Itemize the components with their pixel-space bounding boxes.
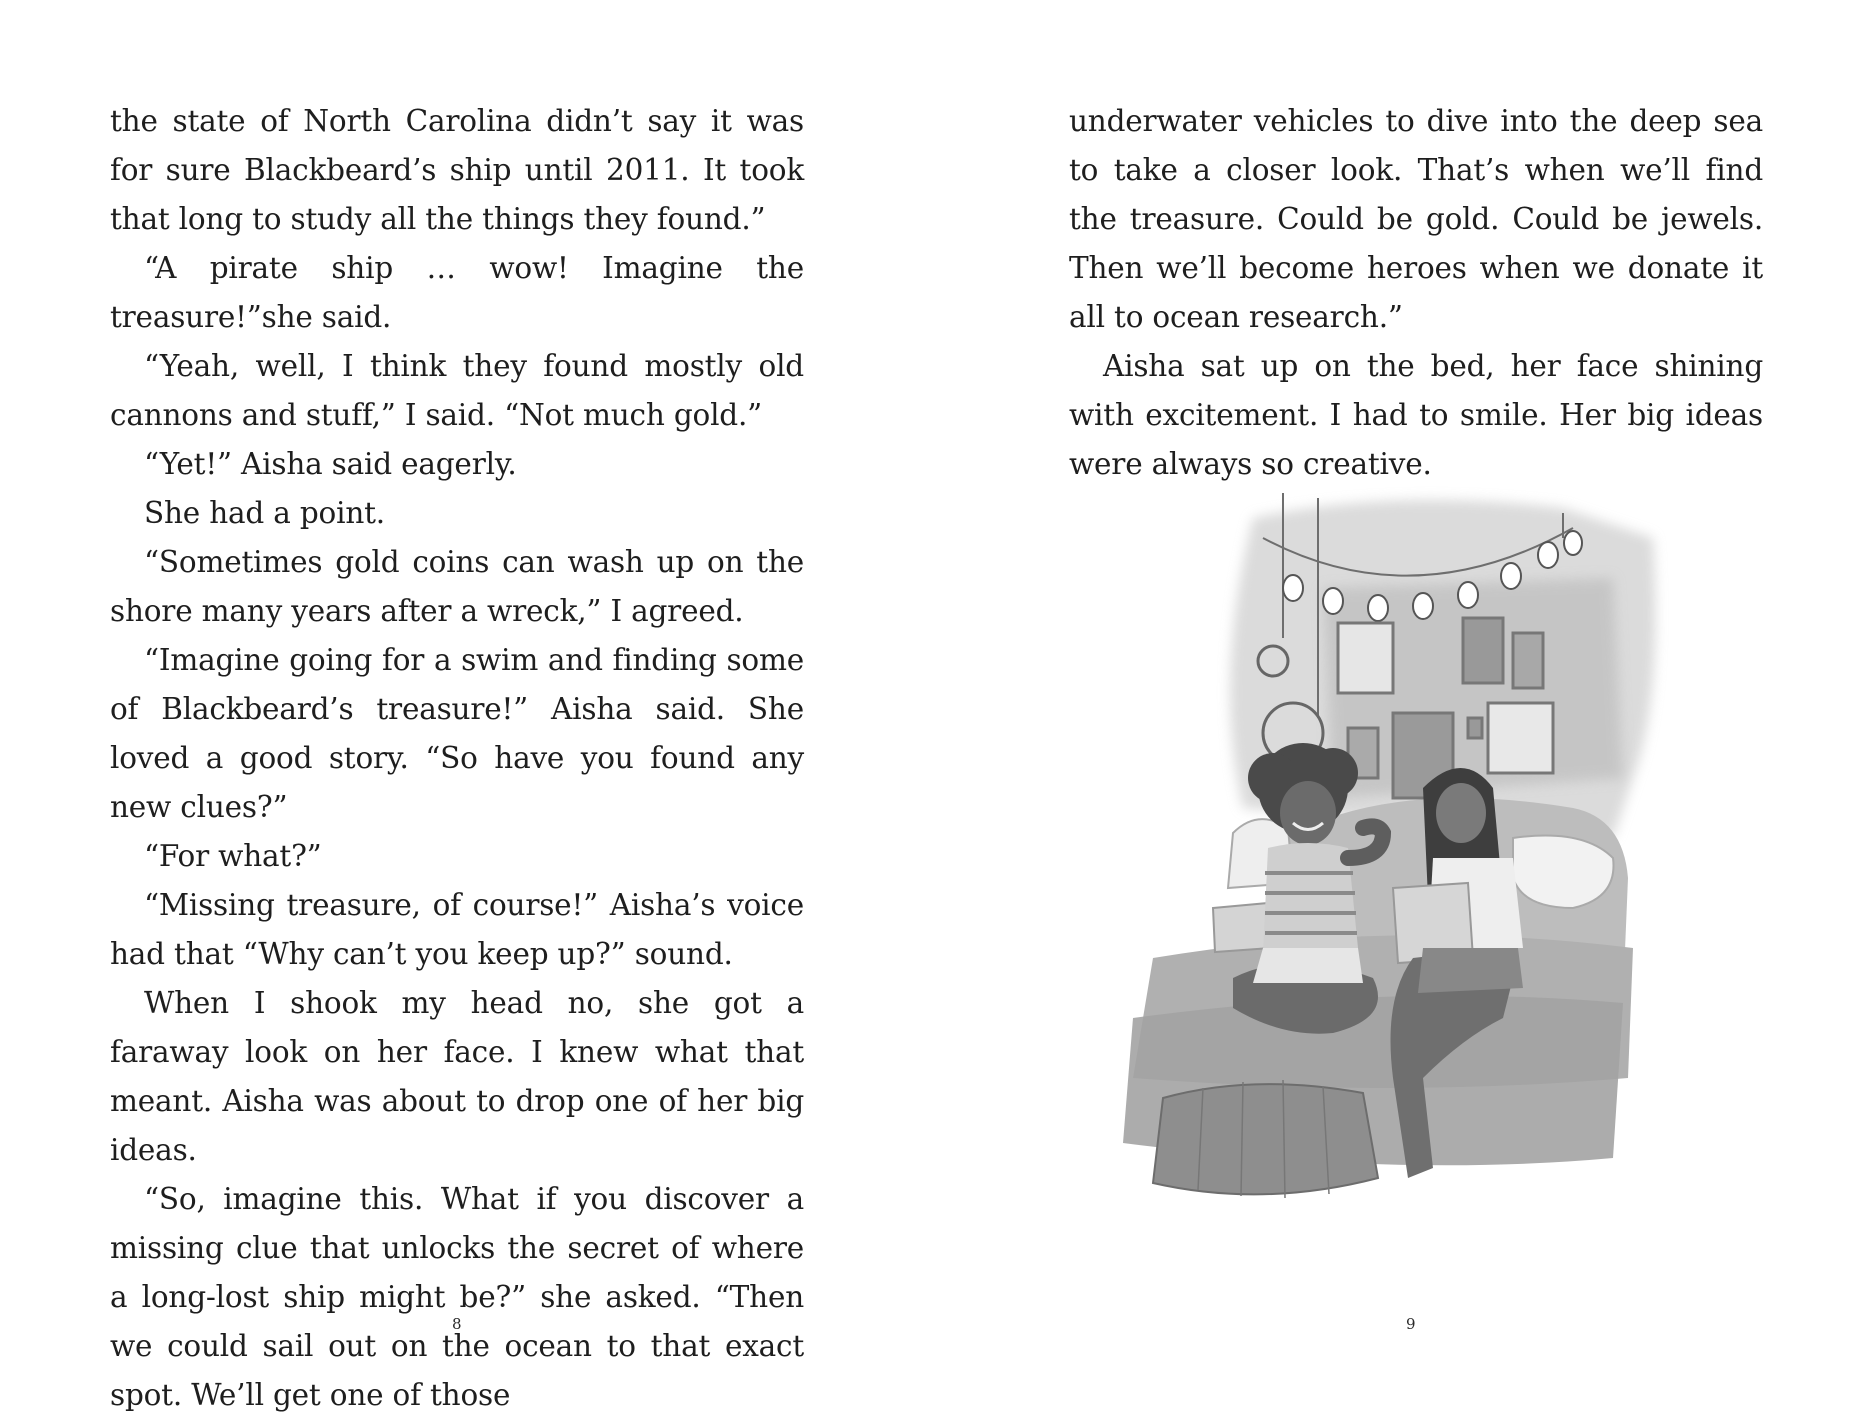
ottoman: [1153, 1084, 1378, 1194]
page-number: 9: [1406, 1315, 1416, 1333]
paragraph: “Missing treasure, of course!” Aisha’s voice had that “Why can’t you keep up?” sound.: [110, 888, 804, 971]
bulb: [1538, 542, 1558, 568]
paragraph: When I shook my head no, she got a faraway look on her face. I knew what that meant. Aisha was about to drop one of her big ideas.: [110, 986, 804, 1167]
paragraph: “A pirate ship … wow! Imagine the treasure!”she said.: [110, 251, 804, 334]
shorts: [1253, 948, 1363, 983]
frame: [1513, 633, 1543, 688]
bulb: [1413, 593, 1433, 619]
frame: [1488, 703, 1553, 773]
paragraph: the state of North Carolina didn’t say it was for sure Blackbeard’s ship until 2011. It took that long to study all the things they found.”: [110, 104, 804, 236]
paragraph: “Yeah, well, I think they found mostly old cannons and stuff,” I said. “Not much gold.”: [110, 349, 804, 432]
paragraph: She had a point.: [144, 496, 385, 530]
left-page-text: [110, 97, 804, 1420]
bedroom-illustration: [1093, 478, 1693, 1258]
shorts: [1418, 948, 1523, 993]
paragraph: “For what?”: [144, 839, 322, 873]
bulb: [1323, 588, 1343, 614]
nightstand-books: [1213, 903, 1271, 952]
paragraph: underwater vehicles to dive into the deep sea to take a closer look. That’s when we’ll find the treasure. Could be gold. Could be jewels. Then we’ll become heroes when we donate it all to ocean research.”: [1069, 104, 1763, 334]
right-page-text: [1069, 97, 1763, 489]
paragraph: “Sometimes gold coins can wash up on the shore many years after a wreck,” I agreed.: [110, 545, 804, 628]
frame: [1338, 623, 1393, 693]
paragraph: “So, imagine this. What if you discover a missing clue that unlocks the secret of where a long-lost ship might be?” she asked. “Then we could sail out on the ocean to that exact spot. We’ll get one of those: [110, 1182, 804, 1412]
frame: [1468, 718, 1482, 738]
pillow: [1513, 836, 1614, 909]
left-page: [0, 0, 927, 1412]
paragraph: “Yet!” Aisha said eagerly.: [144, 447, 517, 481]
bulb: [1368, 595, 1388, 621]
page-number: 8: [452, 1315, 462, 1333]
right-page: [927, 0, 1855, 1400]
bulb: [1283, 575, 1303, 601]
face: [1280, 781, 1336, 845]
paragraph: “Imagine going for a swim and finding some of Blackbeard’s treasure!” Aisha said. She loved a good story. “So have you found any new clues?”: [110, 643, 804, 824]
bulb: [1564, 531, 1582, 555]
bulb: [1501, 563, 1521, 589]
bulb: [1458, 582, 1478, 608]
frame: [1463, 618, 1503, 683]
face: [1436, 783, 1486, 843]
paragraph: Aisha sat up on the bed, her face shining with excitement. I had to smile. Her big ideas were always so creative.: [1069, 349, 1763, 481]
